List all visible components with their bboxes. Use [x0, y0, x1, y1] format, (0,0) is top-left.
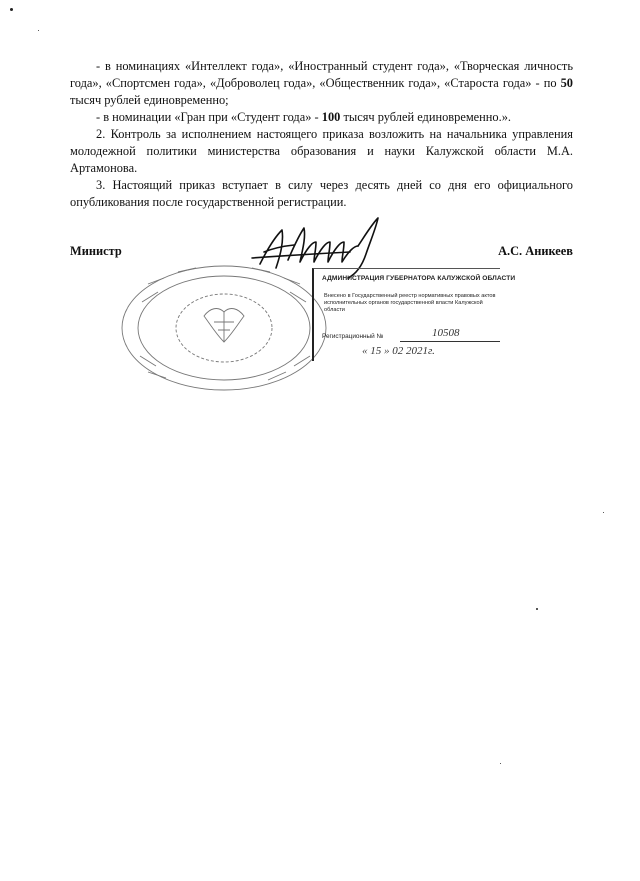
registration-date-value: « 15 » 02 2021г.	[362, 345, 435, 357]
registration-stamp-title: АДМИНИСТРАЦИЯ ГУБЕРНАТОРА КАЛУЖСКОЙ ОБЛАСТИ	[322, 275, 516, 282]
paragraph-text: 3. Настоящий приказ вступает в силу через десять дней со дня его официального опубликования после государственной регистрации.	[70, 178, 573, 209]
minister-label: Министр	[70, 244, 122, 258]
scan-speck	[500, 763, 501, 764]
paragraph-grand-prix-100	[70, 109, 573, 126]
paragraph-text: - в номинациях «Интеллект года», «Иностранный студент года», «Творческая личность года», «Спортсмен года», «Доброволец года», «Общественник года», «Староста года» - по	[70, 59, 573, 90]
paragraph-text: 2. Контроль за исполнением настоящего приказа возложить на начальника управления молодежной политики министерства образования и науки Калужской области М.А. Артамонова.	[70, 127, 573, 175]
paragraph-amount: 100	[321, 110, 344, 124]
registration-number-value: 10508	[432, 327, 460, 339]
registration-number-underline	[400, 341, 500, 342]
paragraph-amount: 50	[560, 76, 573, 90]
scan-speck	[10, 8, 13, 11]
minister-name: А.С. Аникеев	[498, 244, 573, 258]
paragraph-control	[70, 126, 573, 177]
document-body	[70, 58, 573, 211]
paragraph-nominations-50	[70, 58, 573, 109]
paragraph-effective-date	[70, 177, 573, 211]
paragraph-text-end: тысяч рублей единовременно;	[70, 93, 229, 107]
registration-stamp	[312, 268, 516, 361]
registration-stamp-body: Внесено в Государственный реестр нормативных правовых актов исполнительных органов государственной власти Калужской области	[324, 293, 496, 313]
scan-speck	[603, 512, 604, 513]
official-seal	[118, 262, 330, 394]
paragraph-text: - в номинации «Гран при «Студент года» -	[96, 110, 322, 124]
registration-number-label: Регистрационный №	[322, 333, 384, 340]
paragraph-text-end: тысяч рублей единовременно.».	[343, 110, 512, 124]
scan-speck	[536, 608, 538, 610]
scan-speck	[38, 30, 39, 31]
